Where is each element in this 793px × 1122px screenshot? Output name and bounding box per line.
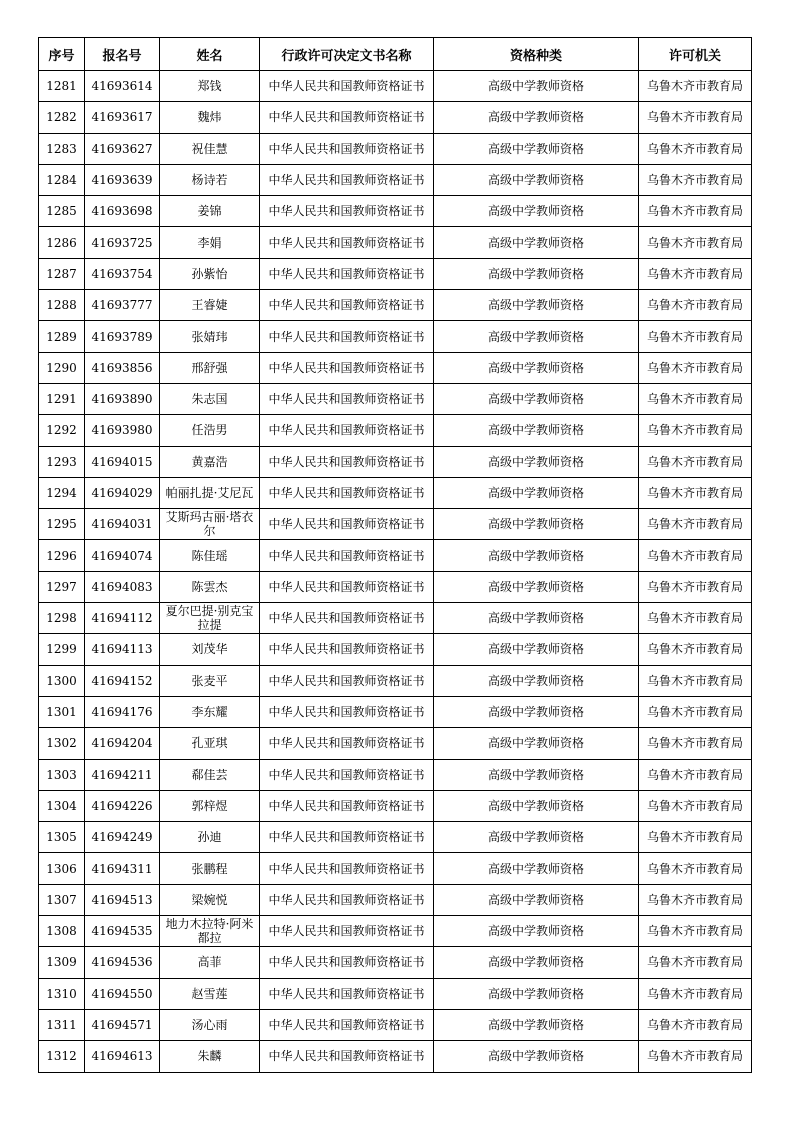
cell-seq: 1282 — [39, 102, 85, 133]
cell-document-name: 中华人民共和国教师资格证书 — [260, 446, 434, 477]
table-row — [39, 258, 752, 289]
cell-registration-no: 41694083 — [85, 571, 160, 602]
cell-name: 祝佳慧 — [160, 133, 260, 164]
cell-document-name: 中华人民共和国教师资格证书 — [260, 665, 434, 696]
cell-licensing-authority: 乌鲁木齐市教育局 — [639, 728, 752, 759]
cell-seq: 1309 — [39, 947, 85, 978]
cell-licensing-authority: 乌鲁木齐市教育局 — [639, 446, 752, 477]
cell-document-name: 中华人民共和国教师资格证书 — [260, 352, 434, 383]
cell-document-name: 中华人民共和国教师资格证书 — [260, 884, 434, 915]
cell-qualification-type: 高级中学教师资格 — [434, 71, 639, 102]
cell-qualification-type: 高级中学教师资格 — [434, 321, 639, 352]
header-licensing-authority: 许可机关 — [639, 38, 752, 71]
cell-seq: 1298 — [39, 603, 85, 634]
table-row — [39, 916, 752, 947]
cell-licensing-authority: 乌鲁木齐市教育局 — [639, 571, 752, 602]
table-row — [39, 947, 752, 978]
cell-qualification-type: 高级中学教师资格 — [434, 634, 639, 665]
cell-licensing-authority: 乌鲁木齐市教育局 — [639, 540, 752, 571]
table-row — [39, 321, 752, 352]
cell-licensing-authority: 乌鲁木齐市教育局 — [639, 853, 752, 884]
header-seq: 序号 — [39, 38, 85, 71]
cell-document-name: 中华人民共和国教师资格证书 — [260, 258, 434, 289]
cell-registration-no: 41693725 — [85, 227, 160, 258]
cell-licensing-authority: 乌鲁木齐市教育局 — [639, 321, 752, 352]
cell-licensing-authority: 乌鲁木齐市教育局 — [639, 133, 752, 164]
cell-seq: 1290 — [39, 352, 85, 383]
cell-licensing-authority: 乌鲁木齐市教育局 — [639, 603, 752, 634]
cell-qualification-type: 高级中学教师资格 — [434, 196, 639, 227]
cell-name: 张鹏程 — [160, 853, 260, 884]
cell-document-name: 中华人民共和国教师资格证书 — [260, 164, 434, 195]
table-body — [39, 71, 752, 1073]
cell-document-name: 中华人民共和国教师资格证书 — [260, 102, 434, 133]
cell-seq: 1308 — [39, 916, 85, 947]
cell-qualification-type: 高级中学教师资格 — [434, 477, 639, 508]
table-row — [39, 477, 752, 508]
cell-licensing-authority: 乌鲁木齐市教育局 — [639, 383, 752, 414]
cell-seq: 1299 — [39, 634, 85, 665]
cell-document-name: 中华人民共和国教师资格证书 — [260, 477, 434, 508]
table-row — [39, 383, 752, 414]
cell-seq: 1291 — [39, 383, 85, 414]
cell-registration-no: 41694113 — [85, 634, 160, 665]
cell-qualification-type: 高级中学教师资格 — [434, 415, 639, 446]
cell-seq: 1289 — [39, 321, 85, 352]
cell-qualification-type: 高级中学教师资格 — [434, 258, 639, 289]
cell-document-name: 中华人民共和国教师资格证书 — [260, 196, 434, 227]
cell-name: 任浩男 — [160, 415, 260, 446]
cell-licensing-authority: 乌鲁木齐市教育局 — [639, 978, 752, 1009]
cell-name: 刘茂华 — [160, 634, 260, 665]
table-row — [39, 446, 752, 477]
teacher-qualification-table — [38, 37, 752, 1073]
table-row — [39, 978, 752, 1009]
cell-registration-no: 41693639 — [85, 164, 160, 195]
cell-qualification-type: 高级中学教师资格 — [434, 822, 639, 853]
cell-registration-no: 41694074 — [85, 540, 160, 571]
cell-qualification-type: 高级中学教师资格 — [434, 102, 639, 133]
cell-qualification-type: 高级中学教师资格 — [434, 290, 639, 321]
cell-registration-no: 41694571 — [85, 1009, 160, 1040]
cell-licensing-authority: 乌鲁木齐市教育局 — [639, 1009, 752, 1040]
cell-name: 夏尔巴提·别克宝拉提 — [160, 603, 260, 634]
cell-registration-no: 41693754 — [85, 258, 160, 289]
cell-document-name: 中华人民共和国教师资格证书 — [260, 571, 434, 602]
cell-document-name: 中华人民共和国教师资格证书 — [260, 978, 434, 1009]
cell-name: 孙迪 — [160, 822, 260, 853]
header-registration-no: 报名号 — [85, 38, 160, 71]
cell-document-name: 中华人民共和国教师资格证书 — [260, 133, 434, 164]
cell-registration-no: 41694513 — [85, 884, 160, 915]
cell-qualification-type: 高级中学教师资格 — [434, 728, 639, 759]
table-row — [39, 227, 752, 258]
cell-seq: 1283 — [39, 133, 85, 164]
cell-name: 邢舒强 — [160, 352, 260, 383]
cell-seq: 1293 — [39, 446, 85, 477]
table-row — [39, 196, 752, 227]
cell-licensing-authority: 乌鲁木齐市教育局 — [639, 759, 752, 790]
cell-licensing-authority: 乌鲁木齐市教育局 — [639, 884, 752, 915]
cell-qualification-type: 高级中学教师资格 — [434, 227, 639, 258]
cell-document-name: 中华人民共和国教师资格证书 — [260, 227, 434, 258]
cell-licensing-authority: 乌鲁木齐市教育局 — [639, 790, 752, 821]
cell-seq: 1295 — [39, 509, 85, 540]
cell-qualification-type: 高级中学教师资格 — [434, 509, 639, 540]
cell-document-name: 中华人民共和国教师资格证书 — [260, 696, 434, 727]
table-row — [39, 509, 752, 540]
cell-seq: 1302 — [39, 728, 85, 759]
cell-registration-no: 41693789 — [85, 321, 160, 352]
cell-name: 艾斯玛古丽·塔衣尔 — [160, 509, 260, 540]
cell-name: 张麦平 — [160, 665, 260, 696]
document-page — [38, 37, 751, 1073]
cell-name: 帕丽扎提·艾尼瓦 — [160, 477, 260, 508]
cell-registration-no: 41693980 — [85, 415, 160, 446]
cell-licensing-authority: 乌鲁木齐市教育局 — [639, 71, 752, 102]
cell-registration-no: 41694152 — [85, 665, 160, 696]
cell-document-name: 中华人民共和国教师资格证书 — [260, 509, 434, 540]
cell-seq: 1285 — [39, 196, 85, 227]
cell-name: 郭梓煜 — [160, 790, 260, 821]
cell-document-name: 中华人民共和国教师资格证书 — [260, 853, 434, 884]
cell-seq: 1306 — [39, 853, 85, 884]
cell-name: 孔亚琪 — [160, 728, 260, 759]
cell-name: 陈佳瑶 — [160, 540, 260, 571]
cell-licensing-authority: 乌鲁木齐市教育局 — [639, 258, 752, 289]
cell-registration-no: 41694029 — [85, 477, 160, 508]
cell-registration-no: 41694613 — [85, 1041, 160, 1072]
cell-seq: 1294 — [39, 477, 85, 508]
cell-name: 姜锦 — [160, 196, 260, 227]
table-row — [39, 71, 752, 102]
table-row — [39, 352, 752, 383]
cell-registration-no: 41694176 — [85, 696, 160, 727]
cell-licensing-authority: 乌鲁木齐市教育局 — [639, 1041, 752, 1072]
cell-qualification-type: 高级中学教师资格 — [434, 853, 639, 884]
cell-qualification-type: 高级中学教师资格 — [434, 133, 639, 164]
cell-seq: 1303 — [39, 759, 85, 790]
cell-licensing-authority: 乌鲁木齐市教育局 — [639, 916, 752, 947]
cell-seq: 1281 — [39, 71, 85, 102]
cell-name: 魏炜 — [160, 102, 260, 133]
cell-document-name: 中华人民共和国教师资格证书 — [260, 759, 434, 790]
cell-registration-no: 41694211 — [85, 759, 160, 790]
cell-licensing-authority: 乌鲁木齐市教育局 — [639, 415, 752, 446]
cell-name: 赵雪莲 — [160, 978, 260, 1009]
cell-licensing-authority: 乌鲁木齐市教育局 — [639, 290, 752, 321]
table-row — [39, 696, 752, 727]
cell-name: 杨诗若 — [160, 164, 260, 195]
cell-registration-no: 41694536 — [85, 947, 160, 978]
table-row — [39, 415, 752, 446]
cell-document-name: 中华人民共和国教师资格证书 — [260, 71, 434, 102]
cell-document-name: 中华人民共和国教师资格证书 — [260, 790, 434, 821]
cell-qualification-type: 高级中学教师资格 — [434, 790, 639, 821]
cell-registration-no: 41694015 — [85, 446, 160, 477]
cell-seq: 1296 — [39, 540, 85, 571]
cell-licensing-authority: 乌鲁木齐市教育局 — [639, 665, 752, 696]
cell-name: 朱志国 — [160, 383, 260, 414]
table-row — [39, 728, 752, 759]
cell-name: 高菲 — [160, 947, 260, 978]
cell-seq: 1307 — [39, 884, 85, 915]
cell-document-name: 中华人民共和国教师资格证书 — [260, 947, 434, 978]
cell-seq: 1287 — [39, 258, 85, 289]
table-row — [39, 634, 752, 665]
cell-registration-no: 41694535 — [85, 916, 160, 947]
header-row — [39, 38, 752, 71]
cell-qualification-type: 高级中学教师资格 — [434, 352, 639, 383]
cell-qualification-type: 高级中学教师资格 — [434, 540, 639, 571]
cell-licensing-authority: 乌鲁木齐市教育局 — [639, 164, 752, 195]
cell-name: 汤心雨 — [160, 1009, 260, 1040]
cell-name: 地力木拉特·阿米都拉 — [160, 916, 260, 947]
cell-document-name: 中华人民共和国教师资格证书 — [260, 1009, 434, 1040]
table-row — [39, 822, 752, 853]
cell-qualification-type: 高级中学教师资格 — [434, 571, 639, 602]
cell-seq: 1301 — [39, 696, 85, 727]
cell-registration-no: 41694311 — [85, 853, 160, 884]
cell-registration-no: 41693627 — [85, 133, 160, 164]
cell-document-name: 中华人民共和国教师资格证书 — [260, 415, 434, 446]
table-row — [39, 884, 752, 915]
cell-qualification-type: 高级中学教师资格 — [434, 1041, 639, 1072]
cell-registration-no: 41694550 — [85, 978, 160, 1009]
cell-seq: 1286 — [39, 227, 85, 258]
cell-seq: 1288 — [39, 290, 85, 321]
cell-document-name: 中华人民共和国教师资格证书 — [260, 728, 434, 759]
cell-qualification-type: 高级中学教师资格 — [434, 383, 639, 414]
header-document-name: 行政许可决定文书名称 — [260, 38, 434, 71]
cell-name: 朱麟 — [160, 1041, 260, 1072]
cell-document-name: 中华人民共和国教师资格证书 — [260, 634, 434, 665]
cell-qualification-type: 高级中学教师资格 — [434, 759, 639, 790]
cell-qualification-type: 高级中学教师资格 — [434, 916, 639, 947]
cell-qualification-type: 高级中学教师资格 — [434, 164, 639, 195]
cell-name: 李东耀 — [160, 696, 260, 727]
cell-qualification-type: 高级中学教师资格 — [434, 603, 639, 634]
cell-seq: 1297 — [39, 571, 85, 602]
cell-licensing-authority: 乌鲁木齐市教育局 — [639, 102, 752, 133]
cell-registration-no: 41693890 — [85, 383, 160, 414]
cell-licensing-authority: 乌鲁木齐市教育局 — [639, 196, 752, 227]
table-row — [39, 759, 752, 790]
cell-seq: 1284 — [39, 164, 85, 195]
cell-qualification-type: 高级中学教师资格 — [434, 947, 639, 978]
cell-licensing-authority: 乌鲁木齐市教育局 — [639, 509, 752, 540]
header-qualification-type: 资格种类 — [434, 38, 639, 71]
table-row — [39, 603, 752, 634]
cell-seq: 1292 — [39, 415, 85, 446]
cell-name: 郑钱 — [160, 71, 260, 102]
cell-registration-no: 41694226 — [85, 790, 160, 821]
cell-qualification-type: 高级中学教师资格 — [434, 665, 639, 696]
table-row — [39, 290, 752, 321]
cell-licensing-authority: 乌鲁木齐市教育局 — [639, 947, 752, 978]
cell-document-name: 中华人民共和国教师资格证书 — [260, 321, 434, 352]
cell-qualification-type: 高级中学教师资格 — [434, 1009, 639, 1040]
cell-licensing-authority: 乌鲁木齐市教育局 — [639, 634, 752, 665]
cell-seq: 1305 — [39, 822, 85, 853]
table-row — [39, 133, 752, 164]
cell-registration-no: 41694112 — [85, 603, 160, 634]
cell-registration-no: 41694204 — [85, 728, 160, 759]
cell-qualification-type: 高级中学教师资格 — [434, 884, 639, 915]
table-row — [39, 102, 752, 133]
table-row — [39, 790, 752, 821]
cell-name: 孙紫怡 — [160, 258, 260, 289]
cell-seq: 1304 — [39, 790, 85, 821]
cell-registration-no: 41693617 — [85, 102, 160, 133]
table-row — [39, 540, 752, 571]
cell-registration-no: 41693856 — [85, 352, 160, 383]
cell-licensing-authority: 乌鲁木齐市教育局 — [639, 822, 752, 853]
cell-document-name: 中华人民共和国教师资格证书 — [260, 290, 434, 321]
cell-licensing-authority: 乌鲁木齐市教育局 — [639, 352, 752, 383]
cell-document-name: 中华人民共和国教师资格证书 — [260, 822, 434, 853]
cell-registration-no: 41693777 — [85, 290, 160, 321]
table-row — [39, 571, 752, 602]
cell-qualification-type: 高级中学教师资格 — [434, 978, 639, 1009]
cell-name: 陈雲杰 — [160, 571, 260, 602]
cell-document-name: 中华人民共和国教师资格证书 — [260, 603, 434, 634]
cell-qualification-type: 高级中学教师资格 — [434, 696, 639, 727]
header-name: 姓名 — [160, 38, 260, 71]
cell-name: 张婧玮 — [160, 321, 260, 352]
cell-seq: 1300 — [39, 665, 85, 696]
table-row — [39, 665, 752, 696]
cell-document-name: 中华人民共和国教师资格证书 — [260, 383, 434, 414]
cell-licensing-authority: 乌鲁木齐市教育局 — [639, 477, 752, 508]
table-header — [39, 38, 752, 71]
cell-qualification-type: 高级中学教师资格 — [434, 446, 639, 477]
cell-name: 王睿婕 — [160, 290, 260, 321]
cell-name: 李娟 — [160, 227, 260, 258]
cell-seq: 1310 — [39, 978, 85, 1009]
cell-name: 郗佳芸 — [160, 759, 260, 790]
cell-licensing-authority: 乌鲁木齐市教育局 — [639, 696, 752, 727]
cell-name: 梁婉悦 — [160, 884, 260, 915]
cell-registration-no: 41694249 — [85, 822, 160, 853]
table-row — [39, 164, 752, 195]
table-row — [39, 853, 752, 884]
cell-registration-no: 41693698 — [85, 196, 160, 227]
cell-seq: 1312 — [39, 1041, 85, 1072]
cell-name: 黄嘉浩 — [160, 446, 260, 477]
cell-document-name: 中华人民共和国教师资格证书 — [260, 540, 434, 571]
cell-seq: 1311 — [39, 1009, 85, 1040]
table-row — [39, 1041, 752, 1072]
cell-document-name: 中华人民共和国教师资格证书 — [260, 916, 434, 947]
table-row — [39, 1009, 752, 1040]
cell-licensing-authority: 乌鲁木齐市教育局 — [639, 227, 752, 258]
cell-document-name: 中华人民共和国教师资格证书 — [260, 1041, 434, 1072]
cell-registration-no: 41693614 — [85, 71, 160, 102]
cell-registration-no: 41694031 — [85, 509, 160, 540]
